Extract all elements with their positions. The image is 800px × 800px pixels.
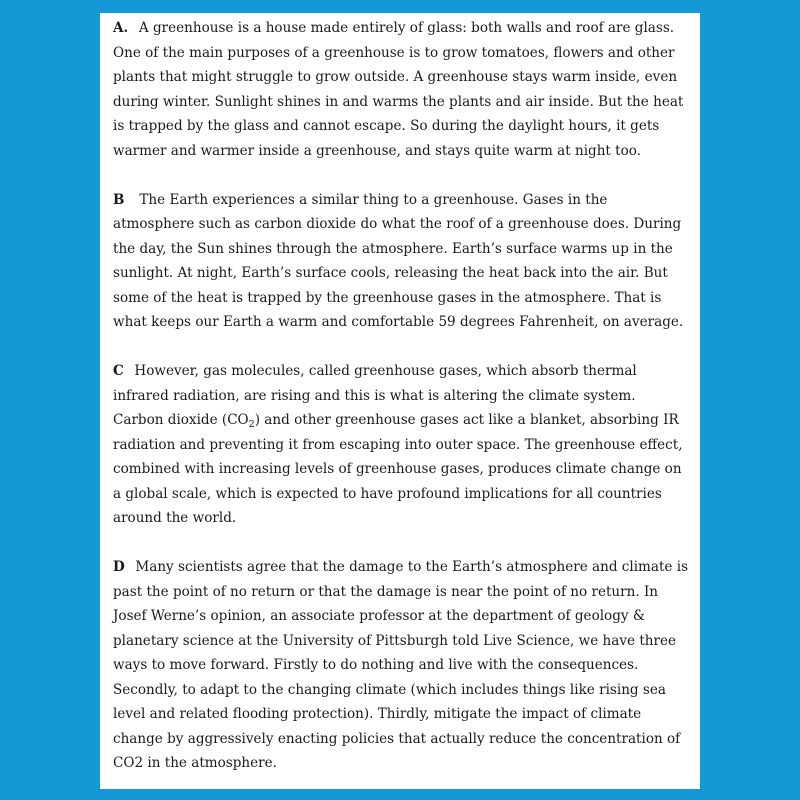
paragraph-text: A greenhouse is a house made entirely of glass: both walls and roof are glass. One of the main purposes of a greenhouse is to grow tomatoes, flowers and other plants that might struggle to grow outside. A greenhouse stays warm inside, even during winter. Sunlight shines in and warms the plants and air inside. But the heat is trapped by the glass and cannot escape. So during the daylight hours, it gets warmer and warmer inside a greenhouse, and stays quite warm at night too. bbox=[113, 20, 684, 159]
paragraph-label: D bbox=[113, 559, 125, 575]
subscript-two: 2 bbox=[248, 419, 255, 430]
paragraph-label: B bbox=[113, 191, 125, 208]
paragraph-b bbox=[113, 188, 690, 335]
paragraph-label: A. bbox=[113, 20, 129, 36]
paragraph-text: The Earth experiences a similar thing to a greenhouse. Gases in the atmosphere such as carbon dioxide do what the roof of a greenhouse does. During the day, the Sun shines through the atmosphere. Earth’s surface warms up in the sunlight. At night, Earth’s surface cools, releasing the heat back into the air. But some of the heat is trapped by the greenhouse gases in the atmosphere. That is what keeps our Earth a warm and comfortable 59 degrees Fahrenheit, on average. bbox=[113, 191, 684, 330]
document-page bbox=[100, 13, 700, 789]
paragraph-text: However, gas molecules, called greenhouse gases, which absorb thermal infrared radiation, are rising and this is what is altering the climate system. Carbon dioxide (CO bbox=[113, 363, 637, 428]
paragraph-c bbox=[113, 359, 690, 531]
paragraph-a bbox=[113, 16, 690, 163]
paragraph-label: C bbox=[113, 363, 124, 379]
paragraph-text-continued: ) and other greenhouse gases act like a blanket, absorbing IR radiation and preventing it from escaping into outer space. The greenhouse effect, combined with increasing levels of greenhouse gases, produces climate change on a global scale, which is expected to have profound implications for all countries around the world. bbox=[113, 412, 683, 526]
paragraph-d bbox=[113, 555, 690, 776]
paragraph-text: Many scientists agree that the damage to the Earth’s atmosphere and climate is past the point of no return or that the damage is near the point of no return. In Josef Werne’s opinion, an associate professor at the department of geology & planetary science at the University of Pittsburgh told Live Science, we have three ways to move forward. Firstly to do nothing and live with the consequences. Secondly, to adapt to the changing climate (which includes things like rising sea level and related flooding protection). Thirdly, mitigate the impact of climate change by aggressively enacting policies that actually reduce the concentration of CO2 in the atmosphere. bbox=[113, 559, 689, 771]
